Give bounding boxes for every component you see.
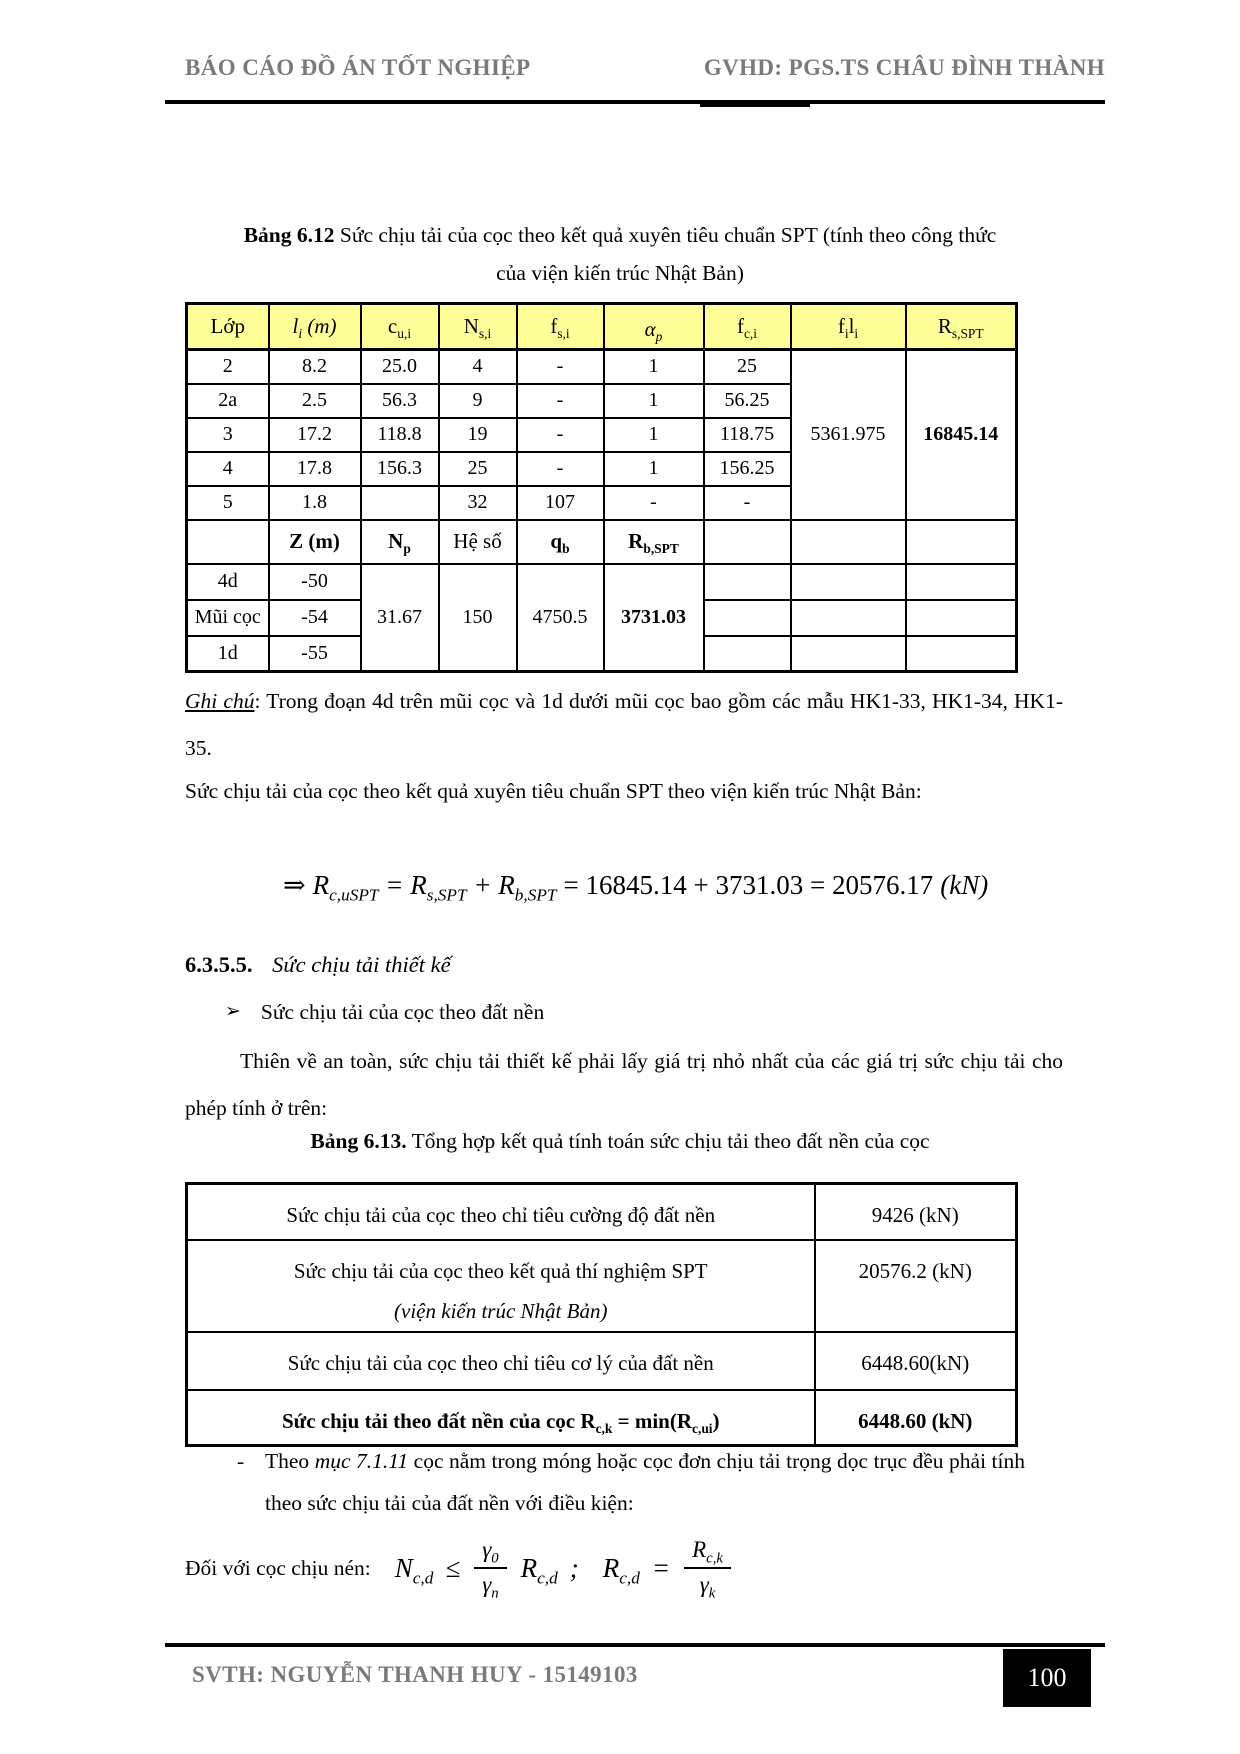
table-cell: - — [517, 452, 604, 486]
header-left-text: BÁO CÁO ĐỒ ÁN TỐT NGHIỆP — [185, 55, 531, 80]
table-cell: 1d — [187, 636, 269, 672]
table-cell: - — [517, 384, 604, 418]
table-612-title-line1: Sức chịu tải của cọc theo kết quả xuyên tiêu chuẩn SPT (tính theo công thức — [334, 223, 997, 247]
page-number-badge — [1003, 1649, 1091, 1707]
criterion-label: Sức chịu tải của cọc theo chỉ tiêu cơ lý của đất nền — [187, 1332, 815, 1390]
col-header-fci: $f_{c,i}$ — [704, 304, 791, 350]
table-cell: 118.8 — [361, 418, 439, 452]
table-cell — [704, 520, 791, 564]
fraction-rck-gammak — [684, 1536, 731, 1600]
fraction-denominator: $\gamma_n$ — [482, 1572, 499, 1602]
table-cell: 1 — [604, 452, 704, 486]
table-row — [187, 1184, 1017, 1240]
table-cell: 8.2 — [269, 350, 361, 384]
paragraph-spt: Sức chịu tải của cọc theo kết quả xuyên tiêu chuẩn SPT theo viện kiến trúc Nhật Bản: — [185, 779, 922, 803]
table-cell: 1 — [604, 384, 704, 418]
table-cell: 9 — [439, 384, 517, 418]
table-cell — [906, 600, 1017, 636]
criterion-label — [187, 1240, 815, 1332]
criterion-label-line2: (viện kiến trúc Nhật Bản) — [394, 1298, 608, 1323]
table-cell — [791, 520, 906, 564]
footer-rule — [165, 1643, 1105, 1647]
table-cell: 17.2 — [269, 418, 361, 452]
criterion-label-line1: Sức chịu tải của cọc theo kết quả thí nghiệm SPT — [293, 1258, 708, 1283]
term-ncd: $N_{c,d}$ — [394, 1552, 434, 1587]
condition-pre: Theo — [265, 1449, 315, 1473]
formula-spt-lhs: $R_{c,uSPT} = R_{s,SPT} + R_{b,SPT}$ — [312, 870, 557, 905]
subheader-rbspt: $R_{b,SPT}$ — [604, 520, 704, 564]
table-cell: 118.75 — [704, 418, 791, 452]
fraction-denominator: $\gamma_k$ — [699, 1572, 716, 1602]
page-number: 100 — [1027, 1663, 1067, 1692]
cell-qb: 4750.5 — [517, 564, 604, 672]
bullet-text: Sức chịu tải của cọc theo đất nền — [260, 1000, 545, 1024]
table-cell — [791, 564, 906, 600]
criterion-value: 20576.2 (kN) — [815, 1240, 1017, 1332]
col-header-fili: $f_il_i$ — [791, 304, 906, 350]
table-cell: 156.25 — [704, 452, 791, 486]
cell-heso: 150 — [439, 564, 517, 672]
subheader-z: Z (m) — [269, 520, 361, 564]
footer-author-text: SVTH: NGUYỄN THANH HUY - 15149103 — [192, 1662, 638, 1687]
table-613-title-text: Tổng hợp kết quả tính toán sức chịu tải theo đất nền của cọc — [406, 1129, 930, 1153]
table-cell — [791, 636, 906, 672]
table-row-layer-2 — [187, 350, 1017, 384]
table-cell: 4d — [187, 564, 269, 600]
table-cell: -54 — [269, 600, 361, 636]
table-cell — [791, 600, 906, 636]
fraction-gamma0-gamman — [474, 1536, 506, 1600]
result-value: 6448.60 (kN) — [815, 1390, 1017, 1446]
table-subheader-row — [187, 520, 1017, 564]
bullet-item — [225, 1000, 544, 1025]
section-title: Sức chịu tải thiết kế — [272, 952, 451, 977]
header-rule-segment — [700, 104, 810, 107]
cell-rbspt: 3731.03 — [604, 564, 704, 672]
criterion-value: 9426 (kN) — [815, 1184, 1017, 1240]
subheader-np: $N_p$ — [361, 520, 439, 564]
page-header — [185, 55, 1105, 81]
table-cell: 25.0 — [361, 350, 439, 384]
header-right-text: GVHD: PGS.TS CHÂU ĐÌNH THÀNH — [703, 55, 1105, 80]
table-cell: 2 — [187, 350, 269, 384]
subheader-qb: $q_b$ — [517, 520, 604, 564]
table-cell: - — [704, 486, 791, 520]
note-label: Ghi chú — [185, 689, 255, 713]
table-row — [187, 1240, 1017, 1332]
col-header-nsi: $N_{s,i}$ — [439, 304, 517, 350]
table-612-title-line2: của viện kiến trúc Nhật Bản) — [496, 261, 744, 285]
criterion-value: 6448.60(kN) — [815, 1332, 1017, 1390]
table-cell: 1 — [604, 418, 704, 452]
table-cell: 25 — [704, 350, 791, 384]
table-cell: 3 — [187, 418, 269, 452]
criterion-label: Sức chịu tải của cọc theo chỉ tiêu cường độ đất nền — [187, 1184, 815, 1240]
table-cell: 2.5 — [269, 384, 361, 418]
formula-lead-text: Đối với cọc chịu nén: — [185, 1555, 371, 1580]
table-cell: 56.3 — [361, 384, 439, 418]
table-cell: 19 — [439, 418, 517, 452]
formula-spt-result — [283, 870, 995, 905]
table-summary-bearing-capacity — [185, 1182, 1018, 1447]
col-header-fsi: $f_{s,i}$ — [517, 304, 604, 350]
table-cell: Mũi cọc — [187, 600, 269, 636]
leq-symbol: ≤ — [445, 1552, 461, 1583]
paragraph-safety: Thiên về an toàn, sức chịu tải thiết kế phải lấy giá trị nhỏ nhất của các giá trị sức chịu tải cho phép tính ở trên: — [185, 1049, 1063, 1120]
col-header-li: $l_i$ (m) — [269, 304, 361, 350]
subheader-heso: Hệ số — [439, 520, 517, 564]
fraction-numerator: $R_{c,k}$ — [684, 1536, 731, 1569]
table-cell — [704, 636, 791, 672]
table-cell — [906, 564, 1017, 600]
table-cell: 5 — [187, 486, 269, 520]
table-row-result — [187, 1390, 1017, 1446]
table-cell: -55 — [269, 636, 361, 672]
table-cell: 4 — [439, 350, 517, 384]
header-rule — [165, 100, 1105, 104]
table-cell: - — [604, 486, 704, 520]
table-cell — [704, 600, 791, 636]
cell-fili-total: 5361.975 — [791, 350, 906, 520]
table-613-title-label: Bảng 6.13. — [310, 1129, 407, 1153]
table-cell: -50 — [269, 564, 361, 600]
table-cell: 32 — [439, 486, 517, 520]
col-header-cui: $c_{u,i}$ — [361, 304, 439, 350]
term-rcd-2: $R_{c,d}$ — [602, 1552, 640, 1587]
table-cell — [361, 486, 439, 520]
col-header-rsspt: $R_{s,SPT}$ — [906, 304, 1017, 350]
arrow-bullet-icon: ➢ — [225, 1001, 241, 1022]
table-header-row — [187, 304, 1017, 350]
table-cell: - — [517, 350, 604, 384]
equals-symbol: = — [651, 1552, 671, 1583]
table-cell: 17.8 — [269, 452, 361, 486]
table-cell: 1 — [604, 350, 704, 384]
cell-np: 31.67 — [361, 564, 439, 672]
table-cell: 2a — [187, 384, 269, 418]
formula-spt-unit: (kN) — [940, 870, 989, 900]
table-row-4d — [187, 564, 1017, 600]
table-cell — [906, 636, 1017, 672]
note-paragraph — [185, 678, 1063, 772]
implies-symbol: ⇒ — [283, 870, 306, 900]
design-formula-math — [389, 1536, 739, 1600]
note-text: : Trong đoạn 4d trên mũi cọc và 1d dưới mũi cọc bao gồm các mẫu HK1-33, HK1-34, HK1-35. — [185, 689, 1063, 760]
table-613-title — [180, 1122, 1060, 1160]
formula-design-condition — [185, 1508, 739, 1628]
table-cell: - — [517, 418, 604, 452]
condition-post: cọc nằm trong móng hoặc cọc đơn chịu tải trọng dọc trục đều phải tính theo sức chịu tải của đất nền với điều kiện: — [265, 1449, 1025, 1515]
table-cell: 1.8 — [269, 486, 361, 520]
section-number: 6.3.5.5. — [185, 952, 253, 977]
term-rcd: $R_{c,d}$ — [520, 1552, 558, 1587]
table-cell — [187, 520, 269, 564]
col-header-alpha-p: $\alpha_p$ — [604, 304, 704, 350]
table-612-title — [180, 216, 1060, 292]
semicolon: ; — [569, 1552, 579, 1583]
col-header-lop: Lớp — [187, 304, 269, 350]
table-612-title-label: Bảng 6.12 — [243, 223, 335, 247]
table-cell: 25 — [439, 452, 517, 486]
table-cell: 4 — [187, 452, 269, 486]
result-label: Sức chịu tải theo đất nền của cọc $R_{c,k} = \min(R_{c,ui})$ — [187, 1390, 815, 1446]
fraction-numerator: $\gamma_0$ — [474, 1536, 506, 1569]
table-row — [187, 1332, 1017, 1390]
section-heading — [185, 952, 451, 978]
table-bearing-capacity-spt — [185, 302, 1018, 673]
table-cell: 156.3 — [361, 452, 439, 486]
condition-reference: mục 7.1.11 — [314, 1449, 409, 1473]
table-cell — [906, 520, 1017, 564]
table-cell: 107 — [517, 486, 604, 520]
table-cell: 56.25 — [704, 384, 791, 418]
formula-spt-rhs: = 16845.14 + 3731.03 = 20576.17 — [563, 870, 934, 900]
table-cell — [704, 564, 791, 600]
dash-bullet: - — [237, 1449, 245, 1473]
cell-rsspt-total: 16845.14 — [906, 350, 1017, 520]
